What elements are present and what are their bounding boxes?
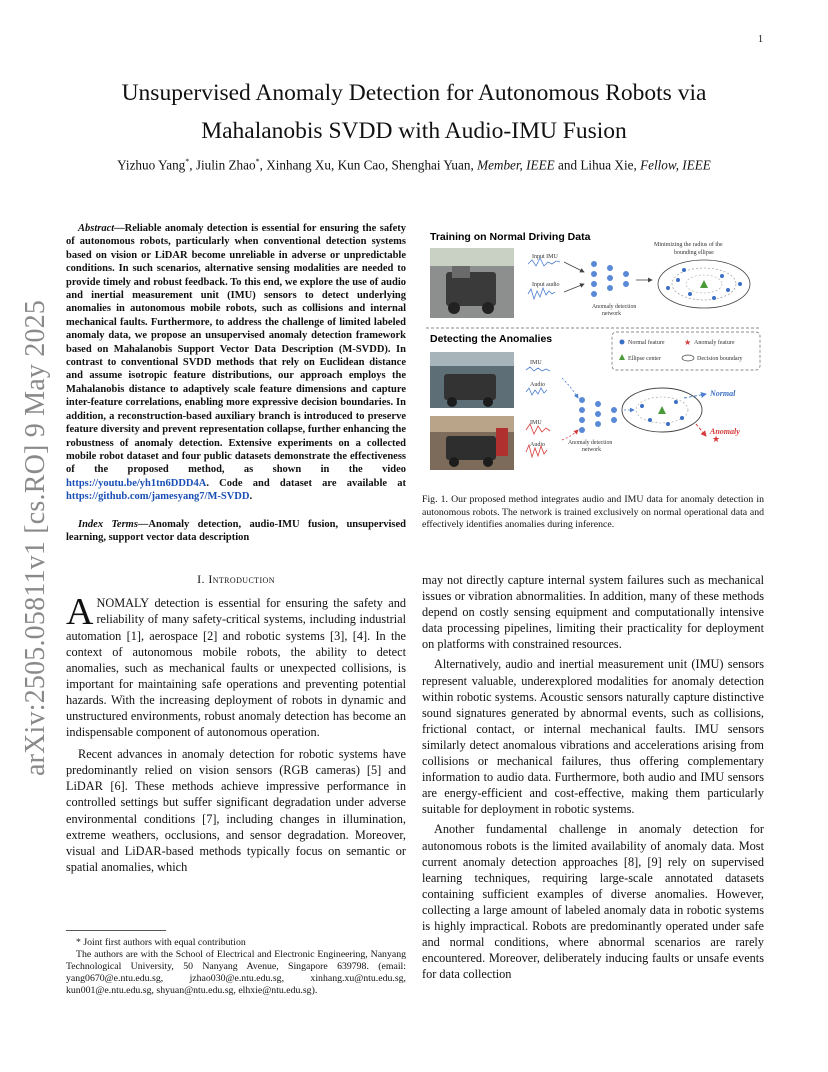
- intro-paragraph-1-text: detection is essential for ensuring the safety and reliability of many safety-critical systems, including industrial automation [1], aerospace [2] and robotic systems [3], [4]. In the context of autonomous mobile robots, the ability to detect anomalies, such as mechanical faults or unexpected collisions, is important for maintaining safe operations and preventing potential hazards. With the increasing deployment of robots in dynamic and unstructured environments, robust anomaly detection has become an indispensable component of autonomous operation.: [66, 596, 406, 740]
- fig-bottom-title: Detecting the Anomalies: [430, 333, 553, 345]
- drop-cap: A: [66, 591, 94, 634]
- index-terms: Index Terms—Anomaly detection, audio-IMU fusion, unsupervised learning, support vector data description: [66, 518, 406, 543]
- page-number: 1: [758, 34, 763, 45]
- legend-normal: Normal feature: [628, 340, 665, 346]
- author-name: Yizhuo Yang: [117, 157, 186, 173]
- intro-paragraph-4: Another fundamental challenge in anomaly detection for autonomous robots is the limited availability of anomaly data. Most current anomaly detection approaches [8], [9] rely on supervised learning techniques, requiring large-scale annotated datasets containing sufficient examples of diverse anomalies. However, collecting a large amount of labeled anomaly data in robotic systems is highly impractical. Robots are predominantly operated under safe and normal conditions, where abnormal scenarios are rarely encountered. Moreover, deliberately inducing faults or unsafe events for data collection: [422, 822, 764, 982]
- right-column: [422, 228, 764, 532]
- author-mark: *: [185, 157, 190, 166]
- author-role: Member, IEEE: [477, 157, 555, 173]
- network-top: [591, 261, 629, 297]
- svg-text:★: ★: [712, 434, 721, 444]
- video-link[interactable]: https://youtu.be/yh1tn6DDD4A: [66, 477, 207, 489]
- network-bottom: [579, 397, 617, 433]
- svg-text:Anomaly detection: Anomaly detection: [568, 440, 613, 446]
- abstract: Abstract—Reliable anomaly detection is essential for ensuring the safety of autonomous robots, particularly when conventional detection systems based on vision or LiDAR become unreliable in adverse or unpredictable conditions. In such scenarios, alternative sensing modalities are needed to provide timely and robust feedback. To this end, we explore the use of audio and inertial measurement unit (IMU) sensors to detect underlying anomalies in autonomous mobile robots, such as collisions and internal mechanical faults. Furthermore, to address the challenge of limited labeled anomaly data, we propose an unsupervised anomaly detection framework based on Mahalanobis Support Vector Data Description (M-SVDD). In contrast to conventional SVDD methods that rely on Euclidean distance and assume isotropic feature distributions, our approach employs the Mahalanobis distance to adaptively scale feature dimensions and capture inter-feature correlations, enabling more expressive decision boundaries. In addition, a reconstruction-based auxiliary branch is introduced to preserve feature diversity and prevent representation collapse, further enhancing the robustness of anomaly detection. Extensive experiments on a collected mobile robot dataset and four public datasets demonstrate the effectiveness of the proposed method, as shown in the video https://youtu.be/yh1tn6DDD4A. Code and dataset are available at https://github.com/jamesyang7/M-SVDD.: [66, 223, 406, 503]
- author-mark: *: [255, 157, 260, 166]
- legend-boundary: Decision boundary: [697, 356, 743, 362]
- fig-audio-normal: Audio: [530, 382, 545, 388]
- index-terms-text: Anomaly detection, audio-IMU fusion, unsupervised learning, support vector data description: [66, 518, 406, 543]
- index-terms-label: Index Terms: [78, 518, 138, 530]
- legend-anomaly: Anomaly feature: [694, 340, 735, 346]
- paper-title: Unsupervised Anomaly Detection for Autonomous Robots via Mahalanobis SVDD with Audio-IMU Fusion: [121, 80, 707, 144]
- intro-paragraph-1: [66, 591, 406, 740]
- section-heading-introduction: [66, 572, 406, 587]
- abstract-text: Reliable anomaly detection is essential for ensuring the safety of autonomous robots, particularly when conventional detection systems based on vision or LiDAR become unreliable in adverse or unpredictable conditions. In such scenarios, alternative sensing modalities are needed to provide timely and robust feedback. To this end, we explore the use of audio and inertial measurement unit (IMU) sensors to detect underlying anomalies in autonomous mobile robots, such as collisions and internal mechanical faults. Furthermore, to address the challenge of limited labeled anomaly data, we propose an unsupervised anomaly detection framework based on Mahalanobis Support Vector Data Description (M-SVDD). In contrast to conventional SVDD methods that rely on Euclidean distance and assume isotropic feature distributions, our approach employs the Mahalanobis distance to adaptively scale feature dimensions and capture inter-feature correlations, enabling more expressive decision boundaries. In addition, a reconstruction-based auxiliary branch is introduced to preserve feature diversity and prevent representation collapse, further enhancing the robustness of anomaly detection. Extensive experiments on a collected mobile robot dataset and four public datasets demonstrate the effectiveness of the proposed method, as shown in the video: [66, 223, 406, 476]
- svg-text:network: network: [582, 447, 601, 453]
- fig-input-imu: Input IMU: [532, 254, 558, 260]
- author-role: Fellow, IEEE: [640, 157, 711, 173]
- intro-paragraph-3: Alternatively, audio and inertial measurement unit (IMU) sensors represent valuable, underexplored modalities for anomaly detection within robotic systems. Acoustic sensors naturally capture distinctive sound signatures generated by abnormal events, such as collisions, frictional contact, or internal mechanical faults. IMU sensors similarly detect anomalous vibrations and accelerations arising from collisions or mechanical failures, thus offering complementary information to audio data. Furthermore, both audio and IMU sensors are energy-efficient and cost-effective, making them particularly suitable for deployment in robotic systems.: [422, 657, 764, 817]
- footnote-rule: [66, 930, 166, 931]
- abstract-label: Abstract: [78, 223, 115, 234]
- figure-1-diagram: [422, 228, 764, 488]
- drop-cap-lead: NOMALY: [96, 596, 150, 611]
- author-name: Lihua Xie: [580, 157, 634, 173]
- figure-caption-label: Fig. 1.: [422, 494, 448, 505]
- footnote: [66, 936, 406, 997]
- section-numeral: I.: [197, 572, 205, 587]
- abstract-text-end: .: [249, 491, 253, 503]
- author-name: Kun Cao: [337, 157, 385, 173]
- svg-text:Minimizing the radius of the: Minimizing the radius of the: [654, 242, 723, 248]
- arxiv-sidebar-stamp: [14, 299, 58, 777]
- intro-paragraph-2-continued: may not directly capture internal system failures such as mechanical issues or vibration abnormalities. In addition, many of these methods depend on costly sensing equipment and computationally intensive data processing pipelines, limiting their practicality for deployment on platforms with constrained resources.: [422, 573, 764, 652]
- left-column: [66, 222, 406, 875]
- section-title: Introduction: [208, 572, 275, 587]
- fig-label-anomaly: Anomaly: [710, 427, 740, 436]
- figure-1: [422, 228, 764, 488]
- fig-network-label: Anomaly detection: [592, 304, 637, 310]
- footnote-affiliation: The authors are with the School of Electrical and Electronic Engineering, Nanyang Technological University, 50 Nanyang Avenue, Singapore 639798. (email: yang0670@e.ntu.edu.sg, jzhao030@e.ntu.edu.sg, xinhang.xu@ntu.edu.sg, kun001@e.ntu.edu.sg, shyuan@ntu.edu.sg, elhxie@ntu.edu.sg).: [66, 949, 406, 996]
- author-name: Shenghai Yuan: [391, 157, 471, 173]
- abstract-text-middle: . Code and dataset are available at: [206, 477, 406, 489]
- fig-imu-normal: IMU: [530, 360, 542, 366]
- right-column-text: [422, 572, 764, 982]
- fig-audio-anomaly: Audio: [530, 442, 545, 448]
- figure-caption: [422, 494, 764, 532]
- svg-text:network: network: [602, 311, 621, 317]
- author-name: Xinhang Xu: [266, 157, 332, 173]
- svg-text:★: ★: [684, 338, 692, 347]
- author-list: Yizhuo Yang*, Jiulin Zhao*, Xinhang Xu, Kun Cao, Shenghai Yuan, Member, IEEE and Lihua Xie, Fellow, IEEE: [117, 157, 711, 173]
- figure-caption-text: Our proposed method integrates audio and IMU data for anomaly detection in autonomous robots. The network is trained exclusively on normal operational data and effectively identifies anomalies during inference.: [422, 494, 764, 531]
- footnote-joint-authors: * Joint first authors with equal contribution: [76, 937, 246, 948]
- fig-input-audio: Input audio: [532, 282, 560, 288]
- intro-paragraph-2: Recent advances in anomaly detection for robotic systems have predominantly relied on vision sensors (RGB cameras) [5] and LiDAR [6]. These methods achieve impressive performance in controlled settings but suffer significant degradation under adverse environmental conditions [7], including changes in illumination, extreme weathers, occlusions, and sensor degradation. Moreover, visual and LiDAR-based methods typically focus on semantic or spatial anomalies, which: [66, 747, 406, 874]
- author-name: Jiulin Zhao: [195, 157, 256, 173]
- fig-top-title: Training on Normal Driving Data: [430, 231, 591, 243]
- svg-text:bounding ellipse: bounding ellipse: [674, 250, 714, 256]
- legend-center: Ellipse center: [628, 356, 661, 362]
- fig-label-normal: Normal: [710, 389, 736, 398]
- fig-imu-anomaly: IMU: [530, 420, 542, 426]
- arxiv-id: arXiv:2505.05811v1 [cs.RO] 9 May 2025: [20, 299, 51, 777]
- code-link[interactable]: https://github.com/jamesyang7/M-SVDD: [66, 491, 250, 503]
